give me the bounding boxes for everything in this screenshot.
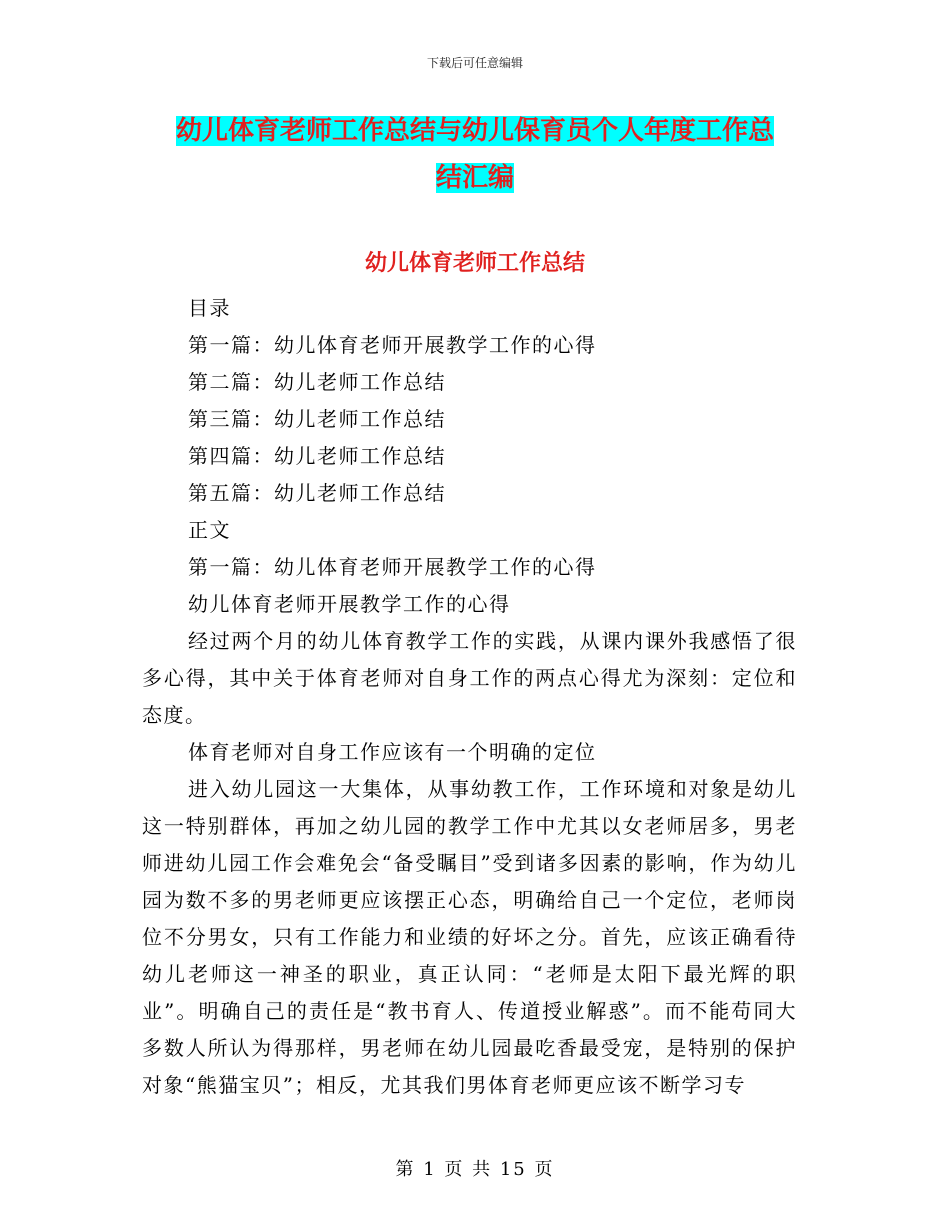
toc-item: 第二篇：幼儿老师工作总结	[188, 370, 446, 394]
title-line-2: 结汇编	[435, 163, 514, 193]
body-heading: 正文	[188, 518, 231, 542]
title-line-1: 幼儿体育老师工作总结与幼儿保育员个人年度工作总	[175, 116, 774, 146]
body-paragraph: 进入幼儿园这一大集体，从事幼教工作，工作环境和对象是幼儿这一特别群体，再加之幼儿园的教学工作中尤其以女老师居多，男老师进幼儿园工作会难免会“备受瞩目”受到诸多因素的影响，作为幼儿园为数不多的男老师更应该摆正心态，明确给自己一个定位，老师岗位不分男女，只有工作能力和业绩的好坏之分。首先，应该正确看待幼儿老师这一神圣的职业，真正认同：“老师是太阳下最光辉的职业”。明确自己的责任是“教书育人、传道授业解惑”。而不能苟同大多数人所认为得那样，男老师在幼儿园最吃香最受宠，是特别的保护对象“熊猫宝贝”；相反，尤其我们男体育老师更应该不断学习专	[142, 777, 797, 1097]
body-paragraph: 经过两个月的幼儿体育教学工作的实践，从课内课外我感悟了很多心得，其中关于体育老师对自身工作的两点心得尤为深刻：定位和态度。	[142, 629, 797, 727]
toc-item: 第三篇：幼儿老师工作总结	[188, 407, 446, 431]
toc-item: 第五篇：幼儿老师工作总结	[188, 481, 446, 505]
toc-item: 第四篇：幼儿老师工作总结	[188, 444, 446, 468]
page-footer: 第 1 页 共 15 页	[395, 1159, 555, 1180]
section-title: 幼儿体育老师工作总结	[364, 251, 585, 276]
article-title: 幼儿体育老师开展教学工作的心得	[188, 592, 511, 616]
subheading: 体育老师对自身工作应该有一个明确的定位	[188, 740, 597, 764]
chapter-heading: 第一篇：幼儿体育老师开展教学工作的心得	[188, 555, 597, 579]
document-title	[140, 108, 810, 202]
toc-item: 第一篇：幼儿体育老师开展教学工作的心得	[188, 333, 597, 357]
header-note: 下载后可任意编辑	[426, 56, 523, 70]
document-body	[142, 290, 797, 1104]
toc-heading: 目录	[188, 296, 231, 320]
